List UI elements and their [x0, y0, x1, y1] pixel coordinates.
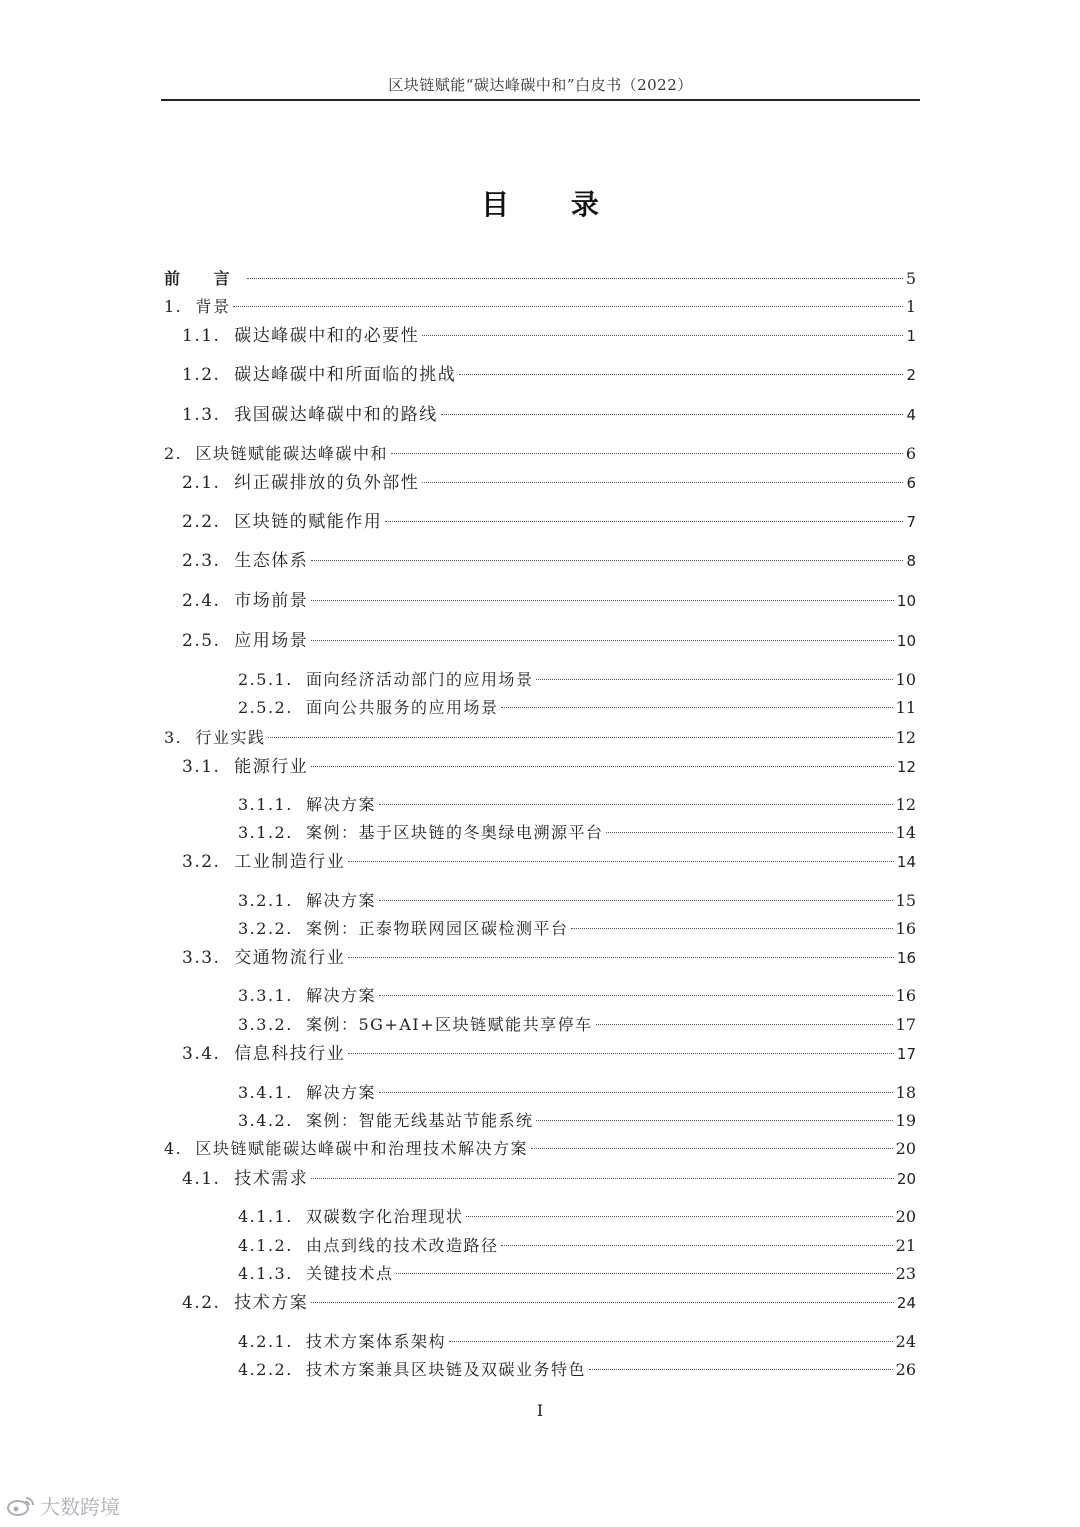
toc-dot-leader: [459, 374, 903, 375]
toc-dot-leader: [379, 804, 893, 805]
toc-dot-leader: [536, 679, 892, 680]
toc-entry-number: 3.2.1.: [238, 891, 306, 910]
toc-dot-leader: [348, 1053, 894, 1054]
toc-entry-page: 6: [906, 474, 916, 492]
toc-entry-label: 技术需求: [234, 1169, 309, 1189]
toc-entry-number: 1.2.: [182, 365, 235, 385]
toc-entry[interactable]: [182, 404, 916, 426]
toc-entry-label: 能源行业: [234, 757, 309, 777]
toc-entry-page: 17: [896, 1045, 916, 1063]
toc-dot-leader: [379, 1092, 893, 1093]
toc-entry-page: 19: [895, 1111, 916, 1130]
toc-entry-number: 2.5.2.: [238, 698, 306, 717]
toc-entry-number: 2.: [164, 444, 196, 463]
toc-dot-leader: [571, 928, 892, 929]
toc-entry-label: 面向公共服务的应用场景: [305, 698, 499, 717]
toc-entry[interactable]: [238, 1110, 916, 1132]
toc-entry-page: 10: [896, 592, 916, 610]
toc-entry[interactable]: [182, 1168, 916, 1190]
toc-entry[interactable]: [182, 1292, 916, 1314]
toc-entry-label: 由点到线的技术改造路径: [305, 1236, 499, 1255]
toc-entry-label: 区块链赋能碳达峰碳中和治理技术解决方案: [195, 1139, 528, 1158]
toc-entry-page: 17: [895, 1015, 916, 1034]
toc-entry-label: 双碳数字化治理现状: [305, 1207, 464, 1226]
toc-dot-leader: [466, 1216, 892, 1217]
toc-dot-leader: [233, 306, 902, 307]
toc-entry[interactable]: [164, 268, 916, 290]
watermark-text: 大数跨境: [40, 1495, 120, 1519]
toc-entry-number: 3.1.2.: [238, 823, 306, 842]
toc-entry-number: 3.3.: [182, 948, 235, 968]
toc-entry-label: 面向经济活动部门的应用场景: [305, 670, 534, 689]
toc-entry-number: 2.3.: [182, 551, 235, 571]
toc-dot-leader: [536, 1120, 892, 1121]
toc-dot-leader: [311, 560, 903, 561]
toc-entry-label: 解决方案: [305, 795, 376, 814]
toc-entry[interactable]: [238, 1082, 916, 1104]
header-rule: [161, 99, 920, 101]
toc-entry-number: 2.5.1.: [238, 670, 306, 689]
toc-entry-page: 11: [895, 698, 916, 717]
toc-entry-page: 20: [895, 1207, 916, 1226]
toc-entry[interactable]: [238, 794, 916, 816]
toc-entry-number: 2.2.: [182, 512, 235, 532]
toc-entry-number: 3.4.: [182, 1044, 235, 1064]
toc-entry-label: 工业制造行业: [234, 852, 346, 872]
toc-dot-leader: [379, 900, 893, 901]
toc-entry-page: 24: [895, 1332, 916, 1351]
toc-entry-label: 区块链的赋能作用: [234, 512, 383, 532]
toc-entry-page: 4: [906, 406, 916, 424]
toc-entry-number: 3.: [164, 728, 196, 747]
toc-entry[interactable]: [182, 851, 916, 873]
toc-entry-page: 10: [896, 632, 916, 650]
toc-entry-label: 背景: [195, 297, 231, 316]
toc-entry-page: 12: [895, 728, 916, 747]
toc-entry-number: 3.4.2.: [238, 1111, 306, 1130]
toc-entry[interactable]: [238, 1359, 916, 1381]
toc-entry[interactable]: [238, 918, 916, 940]
toc-entry-number: 1.: [164, 297, 196, 316]
toc-entry-page: 5: [905, 269, 916, 288]
toc-entry-page: 24: [896, 1294, 916, 1312]
toc-entry-label: 区块链赋能碳达峰碳中和: [195, 444, 388, 463]
toc-dot-leader: [531, 1148, 893, 1149]
toc-entry-number: 1.3.: [182, 405, 235, 425]
toc-entry-number: 3.1.1.: [238, 795, 306, 814]
toc-entry[interactable]: [182, 511, 916, 533]
toc-entry[interactable]: [238, 1235, 916, 1257]
toc-entry-number: 3.4.1.: [238, 1083, 306, 1102]
toc-entry-number: 2.4.: [182, 591, 235, 611]
toc-entry-label: 信息科技行业: [234, 1044, 346, 1064]
toc-entry-label: 前 言: [164, 269, 244, 288]
toc-entry[interactable]: [238, 822, 916, 844]
toc-dot-leader: [606, 832, 892, 833]
toc-entry-number: 4.2.2.: [238, 1360, 306, 1379]
toc-entry-label: 案例：智能无线基站节能系统: [305, 1111, 534, 1130]
toc-entry-label: 行业实践: [195, 728, 266, 747]
toc-dot-leader: [311, 1178, 894, 1179]
toc-entry-label: 碳达峰碳中和所面临的挑战: [234, 365, 457, 385]
toc-entry-page: 26: [895, 1360, 916, 1379]
toc-entry-label: 技术方案兼具区块链及双碳业务特色: [305, 1360, 586, 1379]
toc-dot-leader: [396, 1273, 892, 1274]
page-number: I: [536, 1401, 544, 1420]
toc-entry-page: 1: [906, 327, 916, 345]
toc-entry-number: 2.1.: [182, 473, 235, 493]
toc-entry-page: 14: [895, 823, 916, 842]
toc-entry-number: 1.1.: [182, 326, 235, 346]
toc-entry-number: 4.1.1.: [238, 1207, 306, 1226]
toc-entry-number: 3.2.2.: [238, 919, 306, 938]
toc-entry[interactable]: [182, 325, 916, 347]
watermark: [6, 1491, 120, 1520]
toc-entry-label: 关键技术点: [305, 1264, 394, 1283]
toc-dot-leader: [311, 600, 894, 601]
toc-entry-label: 纠正碳排放的负外部性: [234, 473, 420, 493]
toc-entry-label: 解决方案: [305, 986, 376, 1005]
toc-entry-number: 3.3.1.: [238, 986, 306, 1005]
toc-entry-page: 2: [906, 366, 916, 384]
toc-entry-page: 7: [906, 513, 916, 531]
toc-entry-label: 技术方案: [234, 1293, 309, 1313]
toc-entry-number: 4.1.: [182, 1169, 235, 1189]
toc-entry-label: 应用场景: [234, 631, 309, 651]
toc-entry-label: 解决方案: [305, 891, 376, 910]
toc-entry[interactable]: [164, 296, 916, 318]
toc-entry[interactable]: [164, 1138, 916, 1160]
toc-entry-page: 21: [895, 1236, 916, 1255]
toc-entry-page: 1: [905, 297, 916, 316]
toc-dot-leader: [268, 737, 892, 738]
toc-dot-leader: [391, 453, 903, 454]
toc-dot-leader: [422, 482, 903, 483]
toc-entry[interactable]: [182, 590, 916, 612]
weibo-logo-icon: [6, 1495, 36, 1517]
toc-entry[interactable]: [182, 630, 916, 652]
toc-entry[interactable]: [164, 727, 916, 749]
toc-dot-leader: [501, 707, 892, 708]
toc-dot-leader: [441, 414, 904, 415]
toc-entry-page: 6: [905, 444, 916, 463]
toc-entry-page: 16: [895, 986, 916, 1005]
toc-dot-leader: [449, 1341, 893, 1342]
toc-entry-number: 4.2.1.: [238, 1332, 306, 1351]
toc-entry-label: 我国碳达峰碳中和的路线: [234, 405, 438, 425]
toc-entry-label: 市场前景: [234, 591, 309, 611]
toc-entry[interactable]: [238, 890, 916, 912]
toc-entry-number: 3.1.: [182, 757, 235, 777]
toc-entry-number: 4.1.3.: [238, 1264, 306, 1283]
toc-title: 目 录: [481, 188, 625, 221]
toc-entry[interactable]: [238, 985, 916, 1007]
toc-entry-page: 18: [895, 1083, 916, 1102]
toc-entry-number: 4.: [164, 1139, 196, 1158]
toc-entry-page: 12: [895, 795, 916, 814]
toc-entry[interactable]: [182, 472, 916, 494]
toc-entry[interactable]: [182, 1043, 916, 1065]
toc-dot-leader: [311, 1302, 894, 1303]
toc-entry-page: 12: [896, 758, 916, 776]
toc-entry-label: 案例：基于区块链的冬奥绿电溯源平台: [305, 823, 604, 842]
toc-dot-leader: [348, 957, 894, 958]
toc-entry-page: 16: [895, 919, 916, 938]
toc-dot-leader: [311, 640, 894, 641]
toc-entry-label: 碳达峰碳中和的必要性: [234, 326, 420, 346]
toc-dot-leader: [379, 995, 893, 996]
toc-entry-number: 4.1.2.: [238, 1236, 306, 1255]
toc-dot-leader: [247, 278, 903, 279]
toc-entry[interactable]: [182, 550, 916, 572]
toc-entry[interactable]: [182, 364, 916, 386]
toc-entry-label: 交通物流行业: [234, 948, 346, 968]
toc-entry-number: 3.3.2.: [238, 1015, 306, 1034]
toc-entry-number: 4.2.: [182, 1293, 235, 1313]
toc-entry-label: 案例：5G+AI+区块链赋能共享停车: [305, 1015, 593, 1034]
toc-entry-page: 23: [895, 1264, 916, 1283]
toc-dot-leader: [311, 766, 894, 767]
toc-entry[interactable]: [238, 669, 916, 691]
toc-entry-page: 10: [895, 670, 916, 689]
toc-dot-leader: [501, 1245, 892, 1246]
toc-dot-leader: [348, 861, 894, 862]
page-header: 区块链赋能“碳达峰碳中和”白皮书（2022）: [388, 76, 693, 94]
toc-entry[interactable]: [238, 1014, 916, 1036]
toc-entry[interactable]: [182, 756, 916, 778]
toc-entry[interactable]: [238, 1263, 916, 1285]
toc-dot-leader: [596, 1024, 893, 1025]
toc-entry-label: 案例：正泰物联网园区碳检测平台: [305, 919, 569, 938]
toc-entry[interactable]: [238, 697, 916, 719]
toc-entry-page: 20: [895, 1139, 916, 1158]
toc-entry[interactable]: [238, 1206, 916, 1228]
toc-entry-label: 生态体系: [234, 551, 309, 571]
toc-entry-number: 2.5.: [182, 631, 235, 651]
toc-dot-leader: [589, 1369, 893, 1370]
toc-entry-page: 16: [896, 949, 916, 967]
toc-entry-page: 8: [906, 552, 916, 570]
toc-entry-page: 15: [895, 891, 916, 910]
toc-entry-label: 解决方案: [305, 1083, 376, 1102]
toc-dot-leader: [385, 521, 903, 522]
toc-entry-page: 14: [896, 853, 916, 871]
toc-dot-leader: [422, 335, 903, 336]
toc-entry[interactable]: [182, 947, 916, 969]
toc-entry-number: 3.2.: [182, 852, 235, 872]
toc-entry[interactable]: [238, 1331, 916, 1353]
toc-entry-page: 20: [896, 1170, 916, 1188]
toc-entry-label: 技术方案体系架构: [305, 1332, 446, 1351]
toc-entry[interactable]: [164, 443, 916, 465]
